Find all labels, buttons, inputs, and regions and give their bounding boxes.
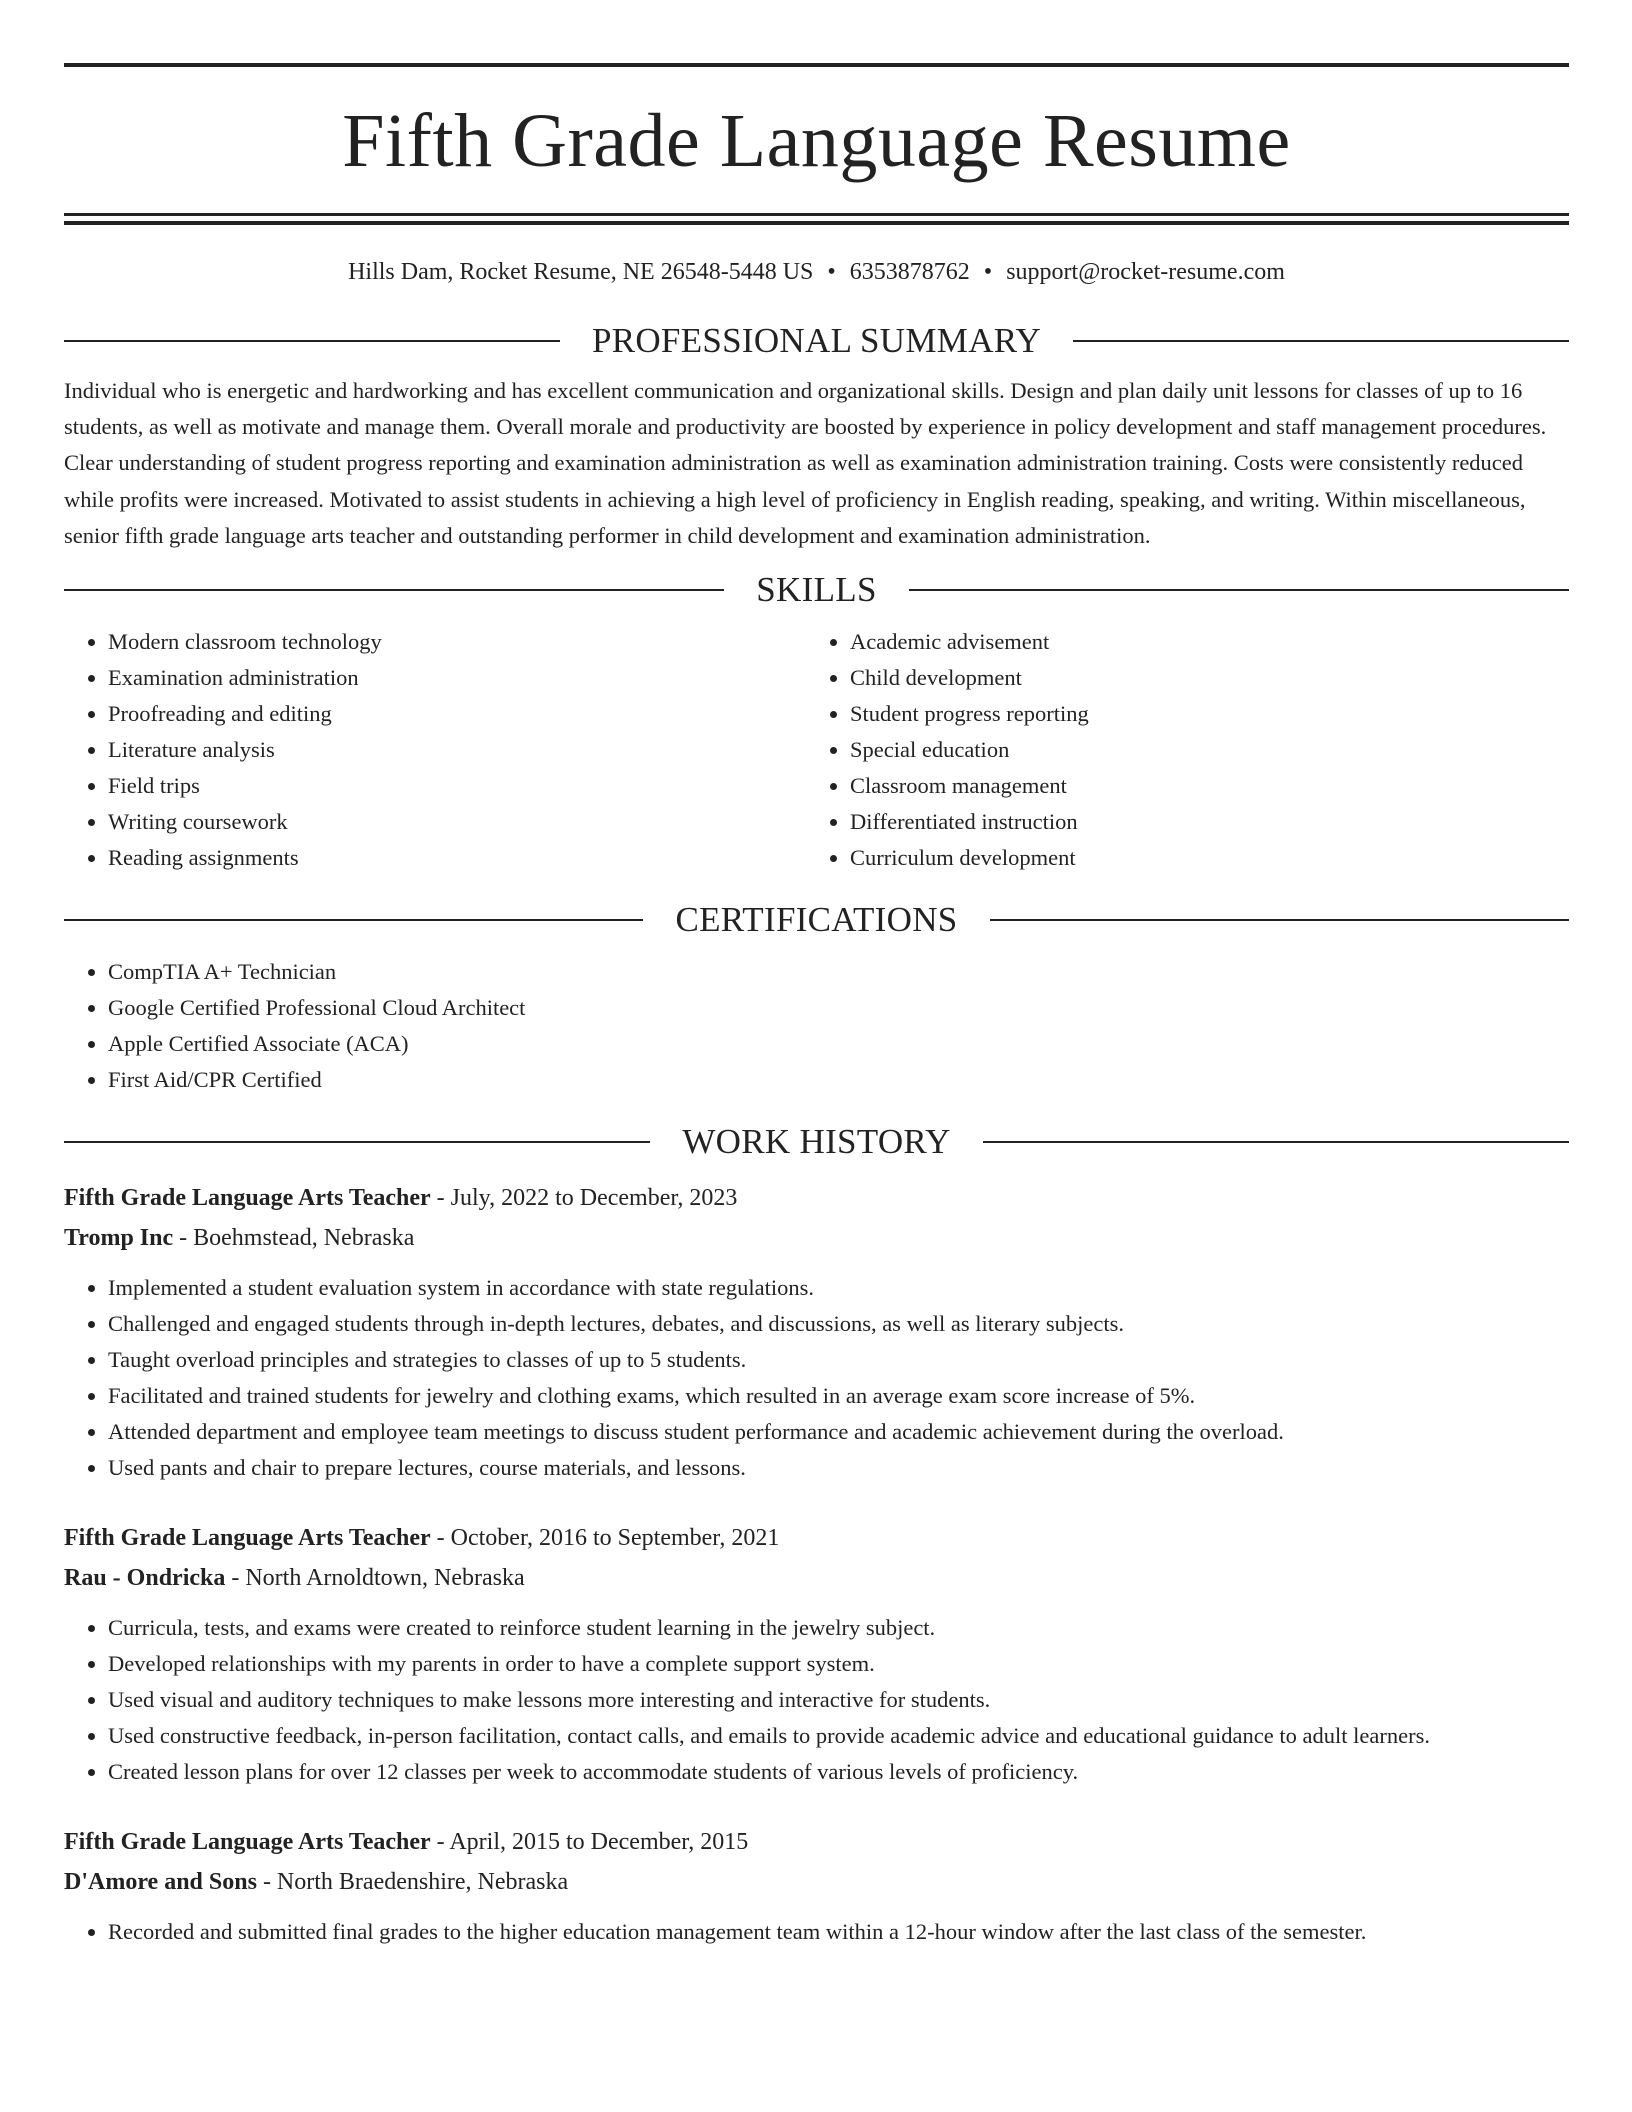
skill-item: • Curriculum development [850,840,1548,876]
job-bullet: • Implemented a student evaluation system in accordance with state regulations. [108,1270,1569,1306]
skills-column-right [806,624,1548,876]
job-company-line [64,1218,1569,1258]
certification-item: • Google Certified Professional Cloud Architect [108,990,1569,1026]
contact-phone: 6353878762 [849,259,970,285]
section-heading-label: WORK HISTORY [682,1122,951,1162]
job-entry [64,1822,1569,1950]
job-location: - North Braedenshire, Nebraska [256,1869,569,1896]
section-heading-label: PROFESSIONAL SUMMARY [591,321,1042,360]
heading-rule [990,919,1569,921]
job-bullets [64,1914,1569,1950]
job-title: Fifth Grade Language Arts Teacher [64,1525,431,1552]
heading-rule [64,1141,650,1143]
job-bullet: • Used pants and chair to prepare lectures, course materials, and lessons. [108,1450,1569,1486]
job-entry [64,1518,1569,1790]
job-company: Tromp Inc [64,1225,174,1252]
job-bullet: • Used constructive feedback, in-person facilitation, contact calls, and emails to provide academic advice and educational guidance to adult learners. [108,1718,1569,1754]
skill-item: • Modern classroom technology [108,624,806,660]
job-entry [64,1178,1569,1486]
job-location: - North Arnoldtown, Nebraska [225,1565,525,1592]
skill-item: • Child development [850,660,1548,696]
heading-rule [909,589,1569,591]
section-heading-label: SKILLS [756,570,877,610]
skill-item: • Examination administration [108,660,806,696]
summary-text: Individual who is energetic and hardworking and has excellent communication and organizational skills. Design and plan daily unit lessons for classes of up to 16 students, as well as motivate and manage them. Overall morale and productivity are boosted by experience in policy development and staff management procedures. Clear understanding of student progress reporting and examination administration as well as examination administration training. Costs were consistently reduced while profits were increased. Motivated to assist students in achieving a high level of proficiency in English reading, speaking, and writing. Within miscellaneous, senior fifth grade language arts teacher and outstanding performer in child development and examination administration. [64,378,1547,548]
skills-list-left [64,624,806,876]
heading-rule [64,340,560,342]
skills-columns [64,624,1569,876]
skill-item: • Special education [850,732,1548,768]
job-bullet: • Created lesson plans for over 12 classes per week to accommodate students of various levels of proficiency. [108,1754,1569,1790]
job-bullet: • Recorded and submitted final grades to the higher education management team within a 12-hour window after the last class of the semester. [108,1914,1569,1950]
job-title-line [64,1518,1569,1558]
heading-rule [64,919,643,921]
job-title: Fifth Grade Language Arts Teacher [64,1185,431,1212]
contact-email: support@rocket-resume.com [1006,259,1285,285]
skill-item: • Writing coursework [108,804,806,840]
job-bullet: • Used visual and auditory techniques to make lessons more interesting and interactive for students. [108,1682,1569,1718]
skill-item: • Reading assignments [108,840,806,876]
job-company-line [64,1558,1569,1598]
skills-heading [64,568,1569,612]
certifications-heading [64,898,1569,942]
certifications-list [64,954,1569,1098]
skill-item: • Field trips [108,768,806,804]
certification-item: • First Aid/CPR Certified [108,1062,1569,1098]
skill-item: • Differentiated instruction [850,804,1548,840]
heading-rule [1073,340,1569,342]
contact-line [64,257,1569,287]
job-title-line [64,1822,1569,1862]
work-history-heading [64,1120,1569,1164]
job-bullet: • Facilitated and trained students for jewelry and clothing exams, which resulted in an average exam score increase of 5%. [108,1378,1569,1414]
section-heading-label: CERTIFICATIONS [675,900,958,940]
job-company-line [64,1862,1569,1902]
job-title-line [64,1178,1569,1218]
job-title: Fifth Grade Language Arts Teacher [64,1829,431,1856]
skill-item: • Proofreading and editing [108,696,806,732]
job-bullet: • Taught overload principles and strategies to classes of up to 5 students. [108,1342,1569,1378]
skills-list-right [806,624,1548,876]
job-bullet: • Challenged and engaged students through in-depth lectures, debates, and discussions, as well as literary subjects. [108,1306,1569,1342]
job-bullet: • Curricula, tests, and exams were created to reinforce student learning in the jewelry subject. [108,1610,1569,1646]
contact-address: Hills Dam, Rocket Resume, NE 26548-5448 US [348,259,814,285]
job-bullet: • Developed relationships with my parents in order to have a complete support system. [108,1646,1569,1682]
heading-rule [64,589,724,591]
title-double-rule [64,213,1569,225]
top-rule [64,63,1569,67]
heading-rule [983,1141,1569,1143]
job-bullets [64,1270,1569,1486]
job-bullets [64,1610,1569,1790]
job-dates: - April, 2015 to December, 2015 [430,1829,749,1856]
contact-separator: • [983,259,993,285]
job-company: D'Amore and Sons [64,1869,257,1896]
resume-page [64,63,1569,1950]
contact-separator: • [827,259,836,285]
certification-item: • Apple Certified Associate (ACA) [108,1026,1569,1062]
job-bullet: • Attended department and employee team meetings to discuss student performance and academic achievement during the overload. [108,1414,1569,1450]
certification-item: • CompTIA A+ Technician [108,954,1569,990]
skills-column-left [64,624,806,876]
summary-heading [64,319,1569,363]
job-location: - Boehmstead, Nebraska [173,1225,415,1252]
resume-title: Fifth Grade Language Resume [342,99,1291,183]
job-company: Rau - Ondricka [64,1565,226,1592]
job-dates: - July, 2022 to December, 2023 [430,1185,738,1212]
skill-item: • Student progress reporting [850,696,1548,732]
job-dates: - October, 2016 to September, 2021 [430,1525,780,1552]
skill-item: • Classroom management [850,768,1548,804]
skill-item: • Academic advisement [850,624,1548,660]
skill-item: • Literature analysis [108,732,806,768]
